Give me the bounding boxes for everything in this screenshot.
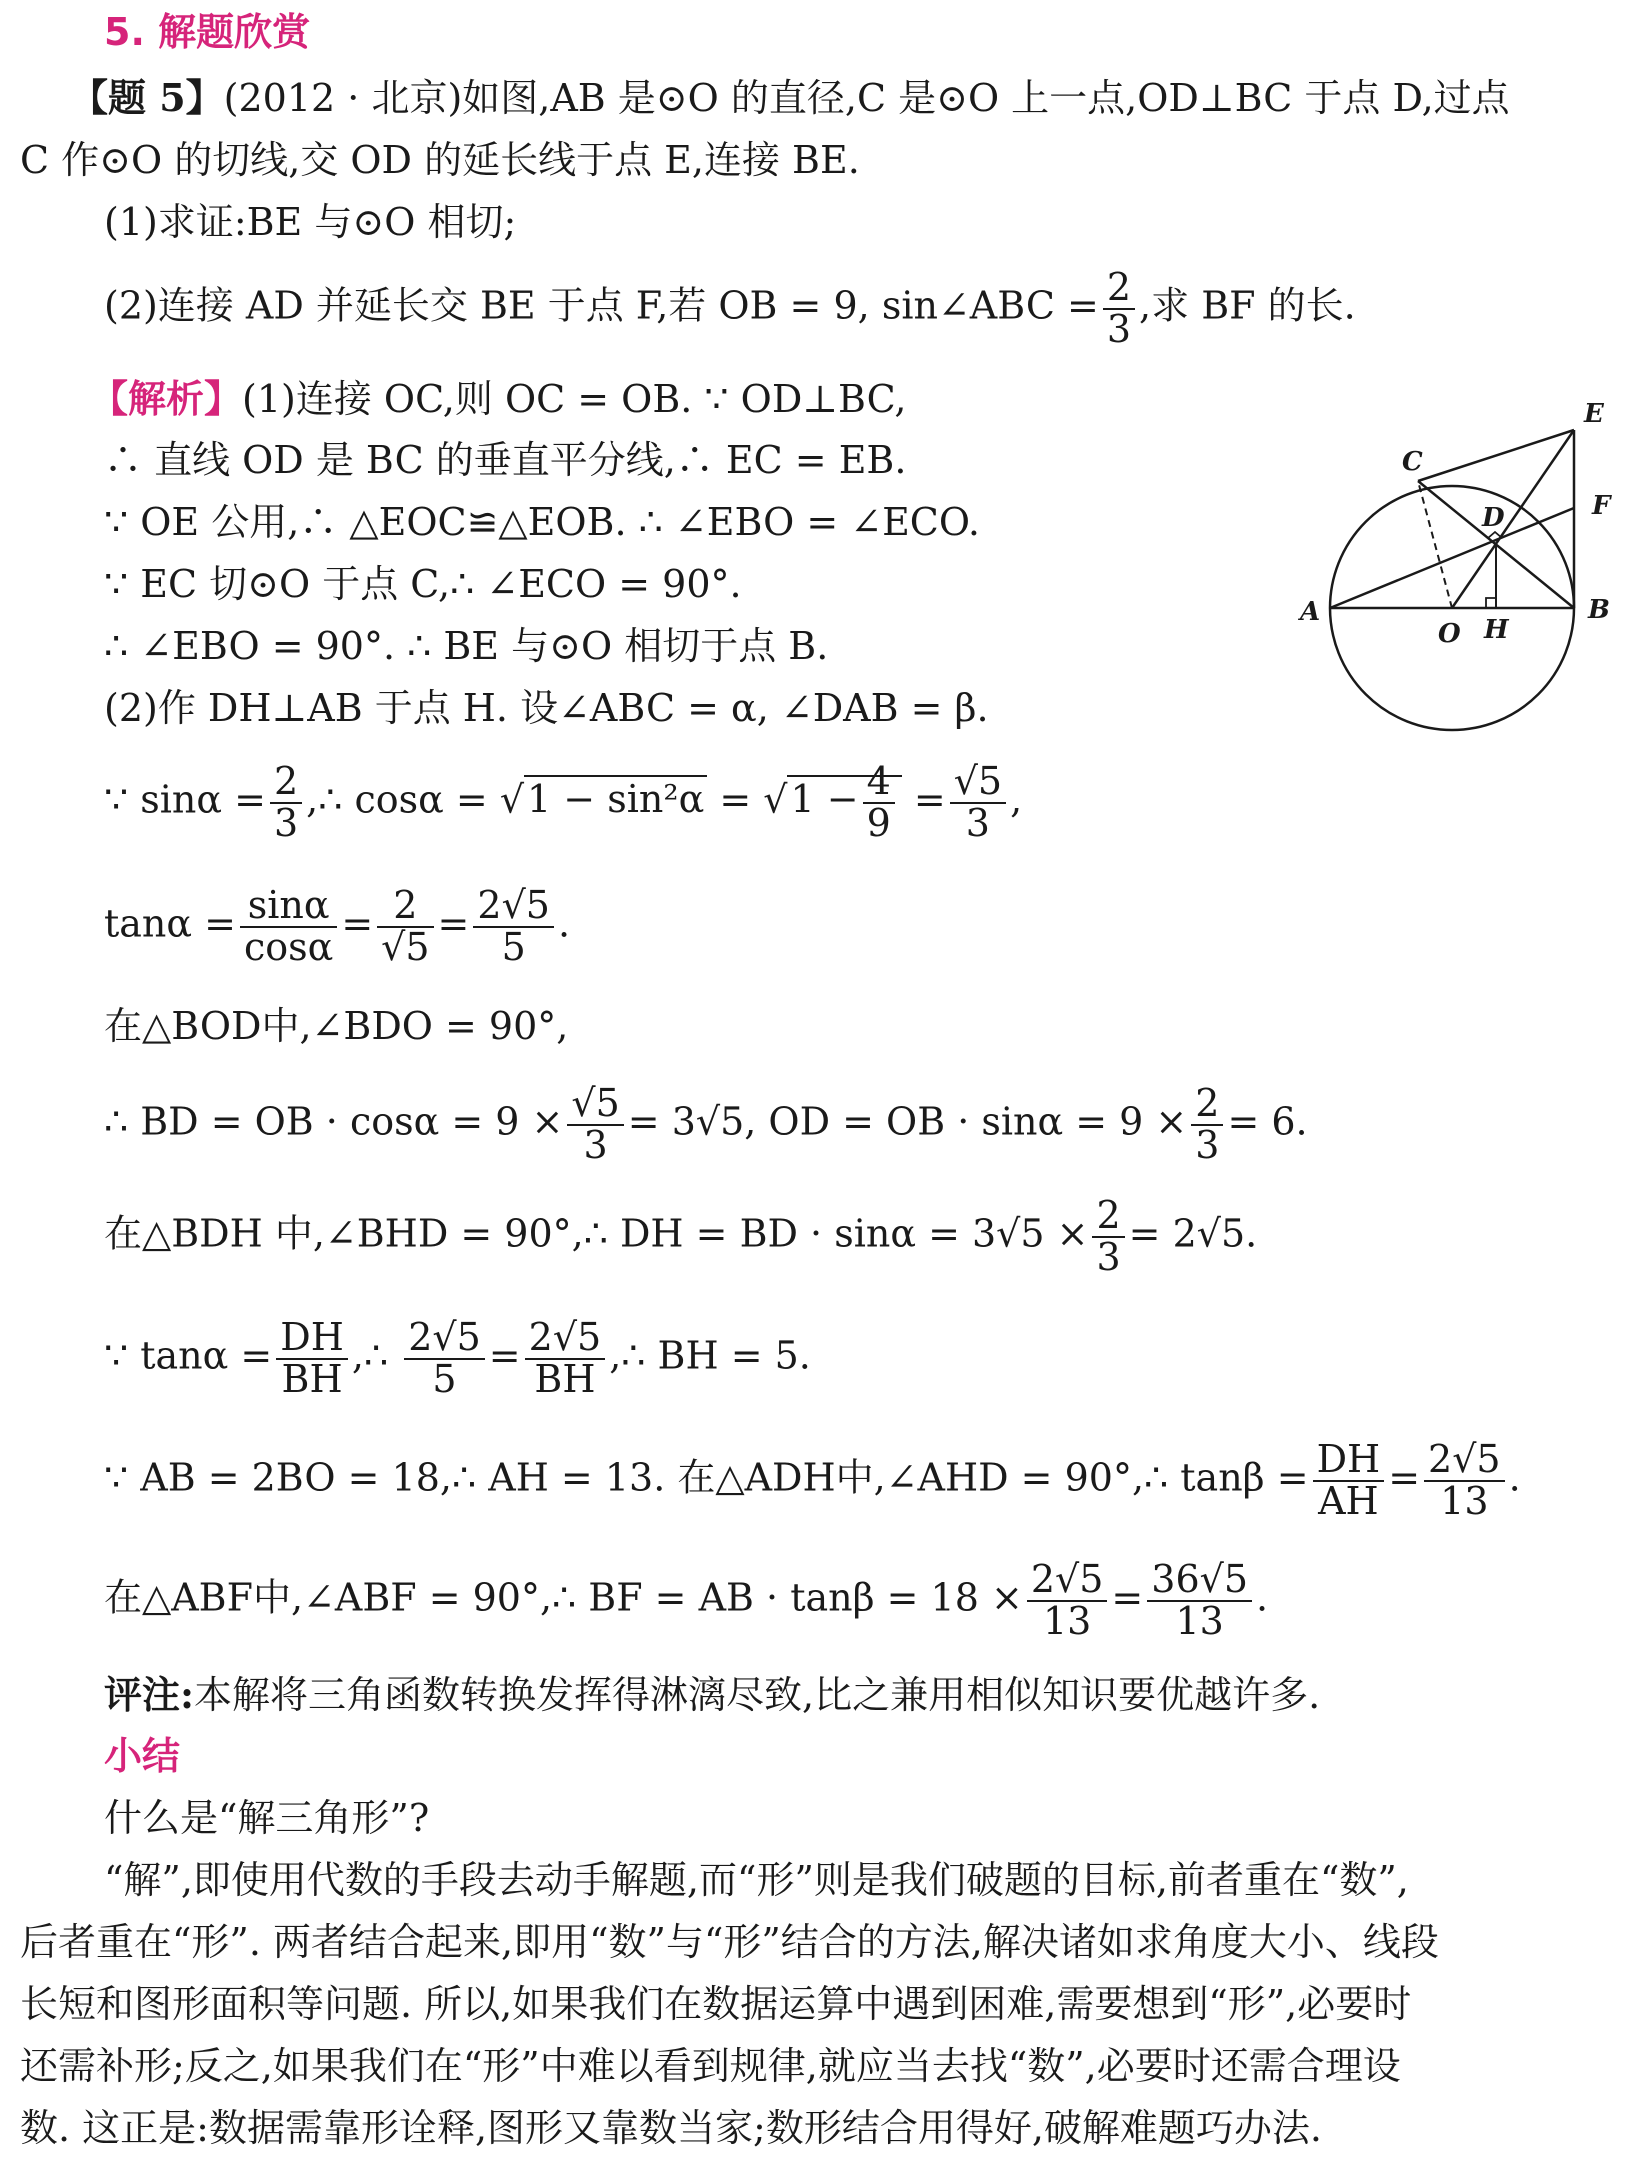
radicand: 1 − sin²α xyxy=(524,775,707,821)
fraction-num: 2 xyxy=(1103,268,1135,310)
solution-line-4: ∵ EC 切⊙O 于点 C,∴ ∠ECO = 90°. xyxy=(104,562,742,606)
eq-text: . xyxy=(1256,1575,1269,1620)
eq-text: 在△ABF中,∠ABF = 90°,∴ BF = AB · tanβ = 18 × xyxy=(104,1575,1023,1620)
summary-line-3: 后者重在“形”. 两者结合起来,即用“数”与“形”结合的方法,解决诸如求角度大小、线段 xyxy=(20,1920,1439,1964)
eq-text: = 2√5. xyxy=(1128,1211,1258,1256)
summary-line-5: 还需补形;反之,如果我们在“形”中难以看到规律,就应当去找“数”,必要时还需合理设 xyxy=(20,2044,1401,2088)
fraction xyxy=(404,1315,485,1401)
fraction xyxy=(377,883,433,969)
fraction-den: BH xyxy=(281,1356,343,1401)
fraction-num: 2√5 xyxy=(1424,1440,1505,1482)
part2-prefix: (2)连接 AD 并延长交 BE 于点 F,若 OB = 9, sin∠ABC = xyxy=(104,283,1099,328)
problem-part-2 xyxy=(104,265,1356,351)
summary-line-4: 长短和图形面积等问题. 所以,如果我们在数据运算中遇到困难,需要想到“形”,必要时 xyxy=(20,1982,1412,2026)
fraction-den: 13 xyxy=(1042,1598,1092,1643)
fraction-num: 2√5 xyxy=(1027,1560,1108,1602)
radicand xyxy=(787,759,901,845)
fraction xyxy=(240,883,337,969)
eq-text: . xyxy=(1508,1455,1521,1500)
problem-text-1: (2012 · 北京)如图,AB 是⊙O 的直径,C 是⊙O 上一点,OD⊥BC 于点 D,过点 xyxy=(223,76,1510,120)
right-angle-h xyxy=(1486,598,1496,608)
eq-text: ∵ AB = 2BO = 18,∴ AH = 13. 在△ADH中,∠AHD = 90°,∴ tanβ = xyxy=(104,1455,1309,1500)
fraction xyxy=(276,1315,348,1401)
solution-text-1: (1)连接 OC,则 OC = OB. ∵ OD⊥BC, xyxy=(242,377,907,421)
fraction-den: 3 xyxy=(965,800,990,845)
radius-oc-dashed xyxy=(1418,481,1452,608)
equation-bh xyxy=(104,1315,811,1401)
comment-tag: 评注: xyxy=(104,1672,195,1717)
fraction xyxy=(473,883,554,969)
solution-line-5: ∴ ∠EBO = 90°. ∴ BE 与⊙O 相切于点 B. xyxy=(104,624,829,668)
fraction-num: 2√5 xyxy=(404,1318,485,1360)
fraction xyxy=(1147,1557,1252,1643)
fraction-num: 2 xyxy=(377,886,433,928)
label-c: C xyxy=(1402,447,1423,477)
fraction-den: 3 xyxy=(583,1122,608,1167)
comment-text: 本解将三角函数转换发挥得淋漓尽致,比之兼用相似知识要优越许多. xyxy=(194,1673,1321,1717)
label-e: E xyxy=(1584,399,1604,429)
problem-tag: 【题 5】 xyxy=(70,75,224,120)
eq-text: = 3√5, OD = OB · sinα = 9 × xyxy=(627,1099,1188,1144)
fraction-den: 3 xyxy=(1106,306,1132,351)
eq-text: , xyxy=(1010,777,1023,822)
solution-line-2: ∴ 直线 OD 是 BC 的垂直平分线,∴ EC = EB. xyxy=(104,438,907,482)
equation-cos: ∵ sinα = $\frac{2}{3}$ ,∴ cosα = √1 − sin²α = √1 − $\frac{4}{9}$ = $\frac{√5}{3}$ , xyxy=(104,759,1023,845)
equation-tan xyxy=(104,883,571,969)
comment xyxy=(104,1672,1320,1719)
eq-text: ∵ sinα = xyxy=(104,777,266,822)
problem-line-1 xyxy=(70,75,1510,122)
fraction-den: √5 xyxy=(381,924,430,969)
solution-line-6: (2)作 DH⊥AB 于点 H. 设∠ABC = α, ∠DAB = β. xyxy=(104,686,989,730)
fraction-den: AH xyxy=(1318,1478,1379,1523)
line-oe xyxy=(1452,430,1574,608)
eq-text: = 6. xyxy=(1227,1099,1308,1144)
eq-text: = xyxy=(1388,1455,1421,1500)
fraction-num: 2 xyxy=(1191,1084,1223,1126)
eq-text: = xyxy=(488,1333,521,1378)
part2-suffix: ,求 BF 的长. xyxy=(1139,283,1356,328)
fraction-den: 13 xyxy=(1440,1478,1489,1523)
fraction xyxy=(1191,1081,1223,1167)
equation-dh xyxy=(104,1193,1258,1279)
fraction xyxy=(525,1315,606,1401)
eq-text: 在△BDH 中,∠BHD = 90°,∴ DH = BD · sinα = 3√5 × xyxy=(104,1211,1089,1256)
fraction-num: √5 xyxy=(950,762,1006,804)
eq-text: = xyxy=(341,901,374,946)
solution-line-1 xyxy=(90,376,906,423)
geometry-figure xyxy=(1288,388,1628,748)
eq-text: = xyxy=(1111,1575,1144,1620)
fraction xyxy=(270,759,302,845)
eq-text: ∴ BD = OB · cosα = 9 × xyxy=(104,1099,564,1144)
eq-text: ,∴ xyxy=(351,1333,389,1378)
summary-title: 小结 xyxy=(104,1734,181,1778)
fraction-den: cosα xyxy=(243,924,334,969)
line-bod: 在△BOD中,∠BDO = 90°, xyxy=(104,1004,569,1048)
label-a: A xyxy=(1300,597,1321,627)
summary-line-2: “解”,即使用代数的手段去动手解题,而“形”则是我们破题的目标,前者重在“数”, xyxy=(104,1858,1409,1902)
summary-line-1: 什么是“解三角形”? xyxy=(104,1796,430,1840)
label-f: F xyxy=(1592,491,1611,521)
fraction xyxy=(950,759,1006,845)
label-b: B xyxy=(1588,595,1610,625)
fraction-den: 3 xyxy=(1096,1234,1121,1279)
fraction xyxy=(1027,1557,1108,1643)
line-af xyxy=(1330,508,1574,608)
fraction-den: 5 xyxy=(432,1356,457,1401)
fraction-num: 4 xyxy=(863,762,895,804)
fraction-num: 2√5 xyxy=(473,886,554,928)
fraction-num: 2 xyxy=(1092,1196,1124,1238)
fraction-num: DH xyxy=(276,1318,348,1360)
fraction-den: 3 xyxy=(273,800,299,845)
eq-text: = xyxy=(437,901,470,946)
problem-line-2: C 作⊙O 的切线,交 OD 的延长线于点 E,连接 BE. xyxy=(20,138,860,182)
label-o: O xyxy=(1438,619,1461,649)
label-h: H xyxy=(1484,615,1509,645)
problem-part-1: (1)求证:BE 与⊙O 相切; xyxy=(104,200,517,244)
solution-tag: 【解析】 xyxy=(90,376,243,421)
fraction xyxy=(863,759,895,845)
fraction xyxy=(1092,1193,1124,1279)
fraction-den: 9 xyxy=(866,800,891,845)
fraction xyxy=(567,1081,623,1167)
label-d: D xyxy=(1482,503,1505,533)
eq-text: 1 − xyxy=(790,777,859,822)
equation-tanbeta xyxy=(104,1437,1521,1523)
fraction-den: BH xyxy=(534,1356,596,1401)
eq-text: tanα = xyxy=(104,901,236,946)
eq-text: ∵ tanα = xyxy=(104,1333,273,1378)
fraction-den: 5 xyxy=(501,924,526,969)
fraction-den: 13 xyxy=(1175,1598,1224,1643)
tangent-ce xyxy=(1418,430,1574,481)
fraction-num: 2 xyxy=(270,762,302,804)
fraction-num: √5 xyxy=(567,1084,623,1126)
fraction-num: 36√5 xyxy=(1147,1560,1252,1602)
equation-bd xyxy=(104,1081,1308,1167)
eq-text: = xyxy=(913,777,946,822)
eq-text: ,∴ cosα = xyxy=(306,777,488,822)
fraction-num: DH xyxy=(1313,1440,1385,1482)
eq-text: ,∴ BH = 5. xyxy=(609,1333,811,1378)
fraction xyxy=(1313,1437,1385,1523)
fraction-num: sinα xyxy=(240,886,337,928)
solution-line-3: ∵ OE 公用,∴ △EOC≌△EOB. ∴ ∠EBO = ∠ECO. xyxy=(104,500,980,544)
eq-text: = xyxy=(719,777,752,822)
fraction xyxy=(1424,1437,1505,1523)
summary-line-6: 数. 这正是:数据需靠形诠释,图形又靠数当家;数形结合用得好,破解难题巧办法. xyxy=(20,2106,1323,2150)
eq-text: . xyxy=(557,901,571,946)
fraction xyxy=(1103,265,1135,351)
fraction-den: 3 xyxy=(1195,1122,1220,1167)
equation-bf xyxy=(104,1557,1269,1643)
fraction-num: 2√5 xyxy=(525,1318,606,1360)
section-title: 5. 解题欣赏 xyxy=(104,10,311,54)
